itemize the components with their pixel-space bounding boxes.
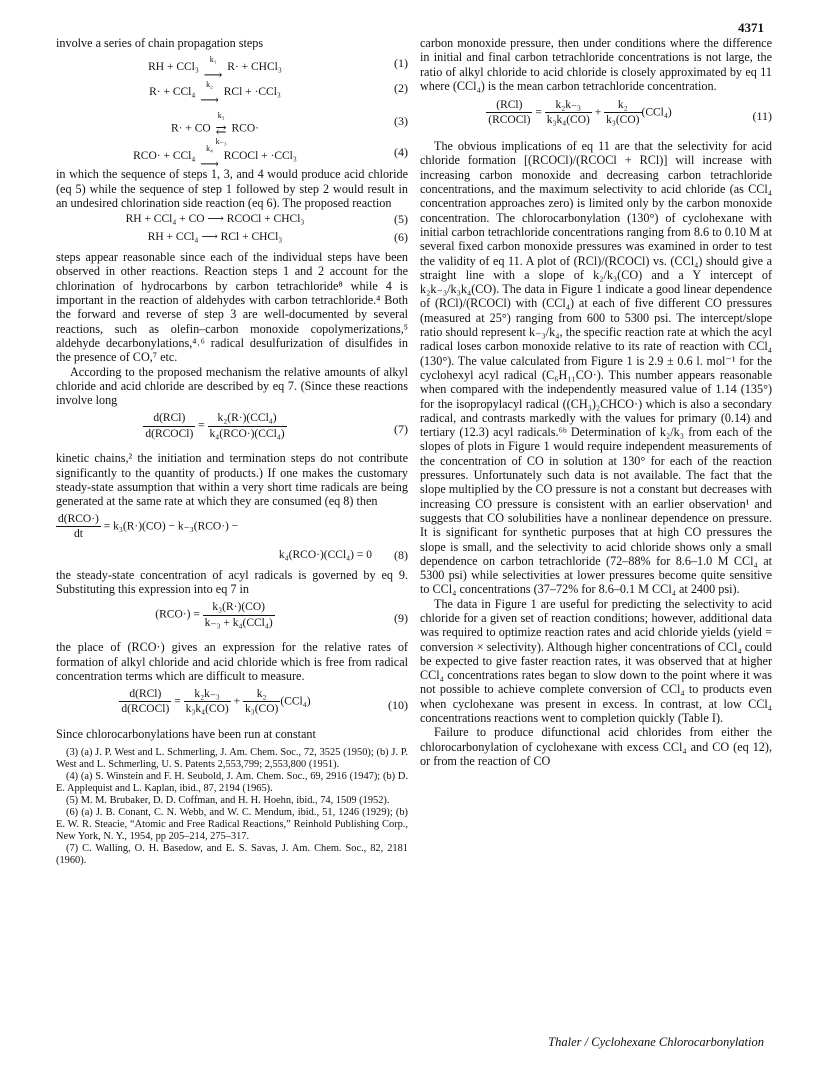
eq3-forward-constant: k₃: [217, 111, 225, 121]
reference: (7) C. Walling, O. H. Basedow, and E. S. Savas, J. Am. Chem. Soc., 82, 2181 (1960).: [56, 843, 408, 867]
reference: (5) M. M. Brubaker, D. D. Coffman, and H. H. Hoehn, ibid., 74, 1509 (1952).: [66, 795, 390, 807]
eq1-number: (1): [394, 56, 408, 71]
paragraph: carbon monoxide pressure, then under conditions where the difference in initial and final carbon tetrachloride concentrations is not large, the ratio of alkyl chloride to acid chloride is closely approximated by eq 11 where (CCl₄) is the mean carbon tetrachloride concentration.: [420, 36, 772, 93]
eq7-lhs-numerator: d(RCl): [143, 411, 195, 426]
equation-11: $\frac{\text{(RCl)}}{\text{(RCOCl)}}$ = $\frac{\text{k₂k₋₃}}{\text{k₃k₄(CO)}}$ + $\frac{\text{k₂}}{\text{k₃(CO)}}$ (CCl₄) (11): [488, 99, 772, 127]
eq5-expression: RH + CCl₄ + CO ⟶ RCOCl + CHCl₃: [125, 213, 305, 226]
eq3-rhs: RCO·: [231, 122, 259, 135]
eq5-number: (5): [394, 212, 408, 227]
eq11-tail: (CCl₄): [641, 106, 672, 119]
right-arrow-icon: ⟶: [200, 155, 219, 171]
eq8-numerator: d(RCO·): [56, 512, 101, 527]
eq8-denominator: dt: [73, 527, 83, 540]
eq10-term1-numerator: k₂k₋₃: [184, 687, 231, 702]
equilibrium-arrows-icon: ⇄: [215, 121, 227, 137]
right-arrow-icon: ⟶: [200, 91, 219, 107]
eq11-term1-denominator: k₃k₄(CO): [546, 114, 590, 127]
equation-8: [56, 512, 408, 546]
paragraph: The data in Figure 1 are useful for predicting the selectivity to acid chloride for a given set of reaction conditions; however, additional data was required to optimize reaction rates and acid chloride yields (yield = conversion × selectivity). Although higher concentrations of CCl₄ could be expected to give faster reaction rates, it was observed that at higher CCl₄ concentrations rates began to slow down to the point where it was not possible to achieve complete conversion of CCl₄ to products even when cyclohexane was present in excess. In contrast, at low CCl₄ concentrations reactions went to completion quickly (Table I).: [420, 596, 772, 726]
equation-4: [56, 142, 408, 171]
eq11-term2-numerator: k₂: [604, 98, 641, 113]
reference: (4) (a) S. Winstein and F. H. Seubold, J. Am. Chem. Soc., 69, 2916 (1947); (b) D. E. Applequist and L. Kaplan, ibid., 87, 2194 (1965).: [56, 771, 408, 795]
eq3-reverse-constant: k₋₃: [215, 136, 227, 146]
equation-6: [56, 230, 408, 246]
equation-8-continued: [56, 548, 408, 564]
eq7-lhs-denominator: d(RCOCl): [145, 427, 194, 440]
paragraph: Since chlorocarbonylations have been run at constant: [56, 727, 316, 742]
left-column: [56, 36, 408, 867]
eq10-tail: (CCl₄): [280, 695, 311, 708]
eq4-number: (4): [394, 145, 408, 160]
eq9-denominator: k₋₃ + k₄(CCl₄): [204, 616, 273, 629]
eq11-number: (11): [752, 109, 772, 124]
paragraph: the steady-state concentration of acyl radicals is governed by eq 9. Substituting this expression into eq 7 in: [56, 567, 408, 596]
eq10-term1-denominator: k₃k₄(CO): [185, 703, 229, 716]
equation-7: $\frac{\text{d(RCl)}}{\text{d(RCOCl)}}$ = $\frac{\text{k₂(R·)(CCl₄)}}{\text{k₄(RCO·)(CCl₄)}}$ (7): [145, 412, 408, 440]
eq1-rate-constant: k₁: [209, 55, 217, 65]
eq9-numerator: k₃(R·)(CO): [203, 600, 275, 615]
page-number: 4371: [738, 20, 764, 35]
references: [56, 747, 408, 867]
paragraph: kinetic chains,² the initiation and termination steps do not contribute significantly to the quantity of products.) If one makes the customary steady-state assumption that within a very short time radicals are being generated at the same rate at which they are consumed (eq 8) then: [56, 451, 408, 509]
paragraph: According to the proposed mechanism the relative amounts of alkyl chloride and acid chloride are described by eq 7. (Since these reactions involve long: [56, 364, 408, 408]
eq1-rhs: R· + CHCl₃: [227, 61, 282, 74]
eq7-rhs-denominator: k₄(RCO·)(CCl₄): [209, 427, 285, 440]
eq2-number: (2): [394, 81, 408, 96]
eq2-rhs: RCl + ·CCl₃: [223, 86, 281, 99]
eq8-number: (8): [394, 547, 408, 562]
equation-3: [56, 103, 408, 146]
eq11-lhs-numerator: (RCl): [486, 98, 532, 113]
right-arrow-icon: ⟶: [203, 66, 223, 82]
right-column: [420, 36, 772, 768]
reference: (6) (a) J. B. Conant, C. N. Webb, and W. C. Mendum, ibid., 51, 1246 (1929); (b) E. W. R. Steacie, “Atomic and Free Radical Reactions,” Reinhold Publishing Corp., New York, N. Y., 1954, pp 205–214, 275–317.: [56, 807, 408, 843]
paragraph: Failure to produce difunctional acid chlorides from either the chlorocarbonylation of cyclohexane with excess CCl₄ and CO (eq 12), or from the reaction of CO: [420, 725, 772, 768]
eq8-continuation: k₄(RCO·)(CCl₄) = 0: [278, 548, 372, 561]
paragraph: involve a series of chain propagation steps: [56, 36, 264, 50]
paragraph: the place of (RCO·) gives an expression for the relative rates of formation of alkyl chloride and acid chloride which is free from radical concentration terms which are difficult to measure.: [56, 640, 408, 683]
eq9-number: (9): [394, 611, 408, 626]
eq7-number: (7): [394, 422, 408, 437]
eq10-term2-denominator: k₃(CO): [244, 703, 279, 716]
eq1-lhs: RH + CCl₃: [148, 61, 199, 74]
reference: (3) (a) J. P. West and L. Schmerling, J. Am. Chem. Soc., 72, 3525 (1950); (b) J. P. West and L. Schmerling, U. S. Patents 2,553,799; 2,553,800 (1951).: [56, 747, 408, 771]
paragraph: in which the sequence of steps 1, 3, and 4 would produce acid chloride (eq 5) while the sequence of step 1 followed by step 2 would result in an undesired chlorination side reaction (eq 6). The proposed reaction: [56, 167, 408, 210]
eq6-number: (6): [394, 230, 408, 245]
equation-1: [56, 53, 408, 82]
running-footer: Thaler / Cyclohexane Chlorocarbonylation: [548, 1035, 764, 1049]
eq2-lhs: R· + CCl₄: [149, 86, 196, 99]
eq4-rhs: RCOCl + ·CCl₃: [223, 150, 297, 163]
eq8-rhs: = k₃(R·)(CO) − k₋₃(RCO·) −: [103, 520, 239, 533]
paragraph: steps appear reasonable since each of the individual steps have been observed in other reactions. Reaction steps 1 and 2 account for the chlorination of hydrocarbons by carbon tetrachloride⁸ while 4 is important in the reaction of aldehydes with carbon tetrachloride.⁴ Both the forward and reverse of step 3 are well-documented by several reactions, such as olefin–carbon monoxide copolymerizations,⁵ aldehyde decarbonylations,⁴˒⁶ radical desulfurization of disulfides in the presence of CO,⁷ etc.: [56, 250, 408, 365]
eq4-rate-constant: k₄: [206, 144, 213, 154]
equation-2: [56, 78, 408, 107]
equation-5: [56, 212, 408, 228]
eq9-lhs: (RCO·) =: [155, 608, 200, 621]
equation-9: [56, 600, 408, 636]
eq2-rate-constant: k₂: [206, 80, 213, 90]
paragraph: The obvious implications of eq 11 are that the selectivity for acid chloride formation [(RCOCl)/(RCOCl + RCl)] will increase with increasing carbon monoxide and decreasing carbon tetrachloride concentrations, and the maximum selectivity to acid chloride (as CCl₄ concentration approaches zero) is limited only by the carbon monoxide concentration. The chlorocarbonylation (130°) of cyclohexane with initial carbon tetrachloride concentrations ranging from 8.6 to 0.10 M at several fixed carbon monoxide pressures was examined in order to test the validity of eq 11. A plot of (RCl)/(RCOCl) vs. (CCl₄) should give a straight line with a slope of k₂/k₃(CO) and a Y intercept of k₂k₋₃/k₃k₄(CO). The data in Figure 1 indicate a good linear dependence of (RCl)/(RCOCl) with (CCl₄) at each of five different CO pressures (measured at 25°) ranging from 600 to 5300 psi. The intercept/slope ratio should represent k₋₃/k₄, the specific reaction rate at which the acyl radical loses carbon monoxide relative to its rate of reaction with CCl₄ (130°). The value calculated from Figure 1 is 2.9 ± 0.6 l. mol⁻¹ for the cyclohexyl acyl radical (C₆H₁₁CO·). This number appears reasonable when compared with the independently measured value of 1.14 (135°) for the isopropylacyl radical ((CH₃)₂CHCO·) which is also a secondary radical, and contrasts markedly with the values for primary (0.14) and tertiary (12.3) acyl radicals.⁶ᵇ Determination of k₂/k₃ from each of the slopes of plots in Figure 1 would require independent measurements of the concentration of CO in solution at 130° for each of the reaction pressures. Unfortunately such data is not available. The fact that the slope multiplied by the CO pressure is not a constant but decreases with increasing CO pressure is consistent with an earlier observation¹ and suggests that CO solubilities have a nonlinear dependence on pressure. It is significant for synthetic purposes that at high CO pressures the slope is small, and the selectivity to acid chloride shows only a small dependence on carbon tetrachloride (72–88% for 8.6–1.0 M CCl₄ at 5300 psi) while selectivities at lower pressures become quite sensitive to CCl₄ concentrations (37–72% for 8.6–0.1 M CCl₄ at 2400 psi).: [420, 139, 772, 597]
eq11-term1-numerator: k₂k₋₃: [545, 98, 592, 113]
eq6-expression: RH + CCl₄ ⟶ RCl + CHCl₃: [147, 231, 283, 244]
eq11-term2-denominator: k₃(CO): [606, 114, 640, 127]
equation-10: $\frac{\text{d(RCl)}}{\text{d(RCOCl)}}$ = $\frac{\text{k₂k₋₃}}{\text{k₃k₄(CO)}}$ + $\frac{\text{k₂}}{\text{k₃(CO)}}$ (CCl₄) (10): [121, 688, 408, 716]
eq10-number: (10): [388, 698, 408, 713]
eq4-lhs: RCO· + CCl₄: [133, 150, 196, 163]
eq3-lhs: R· + CO: [171, 122, 211, 135]
eq10-lhs-numerator: d(RCl): [119, 687, 171, 702]
eq3-number: (3): [394, 114, 408, 129]
eq7-rhs-numerator: k₂(R·)(CCl₄): [208, 411, 287, 426]
eq10-lhs-denominator: d(RCOCl): [121, 703, 170, 716]
eq11-lhs-denominator: (RCOCl): [488, 114, 531, 127]
eq10-term2-numerator: k₂: [243, 687, 280, 702]
